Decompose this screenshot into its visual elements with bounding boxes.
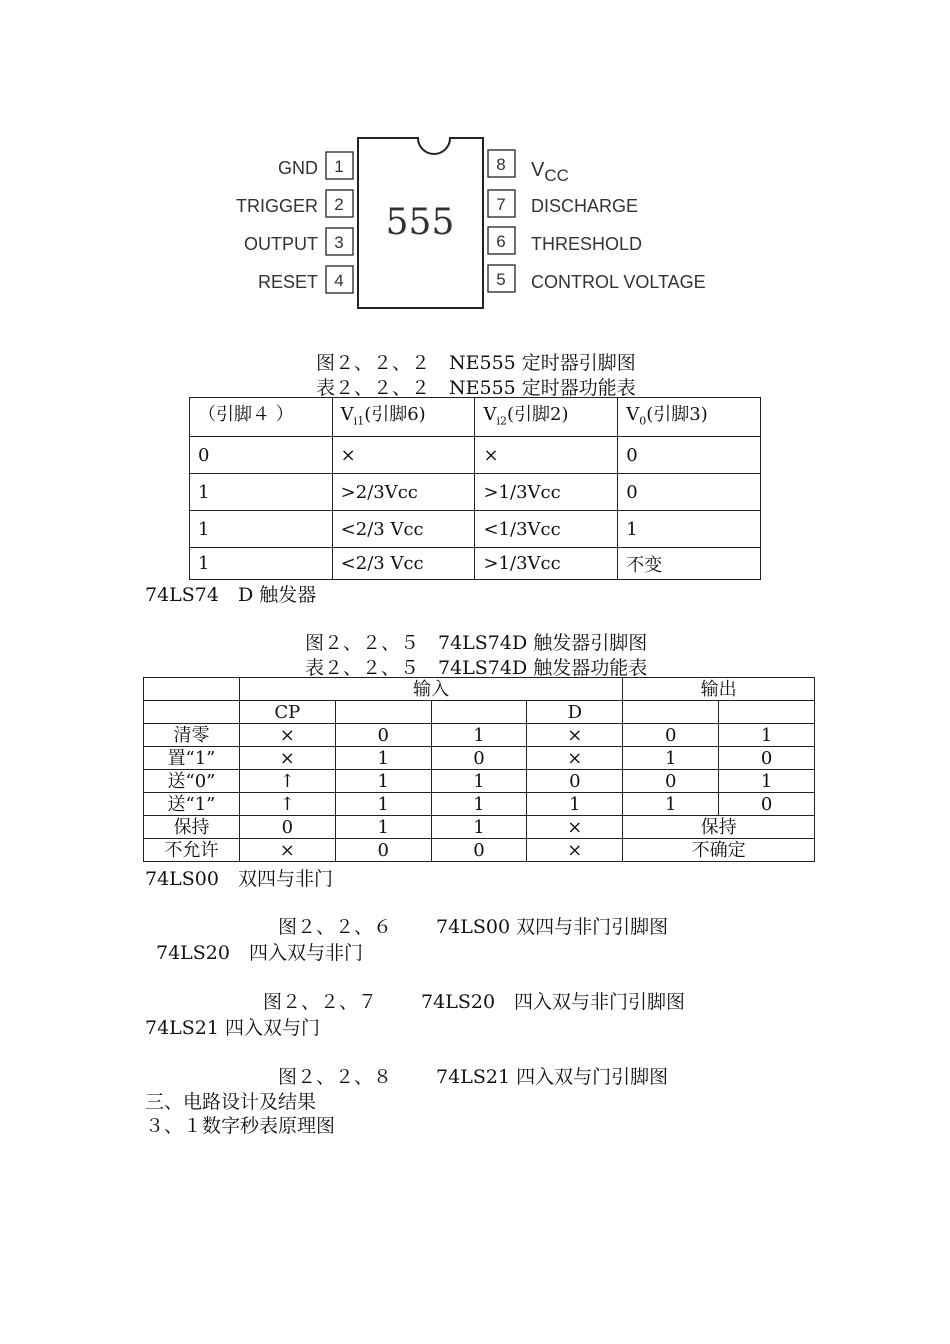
pin-name-vcc-sub: CC [544,166,569,185]
table-cell: × [527,816,623,839]
table-cell: × [475,437,618,474]
table-cell: 0 [527,770,623,793]
empty-header-cell [335,701,431,724]
figure-caption-2-2-6: 图２、２、６ 74LS00 双四与非门引脚图 [278,916,669,938]
header-pin4: （引脚４ ） [198,404,294,425]
pin-num-8: 8 [496,155,506,174]
table-cell: 1 [335,793,431,816]
ne555-pinout-diagram [225,128,725,318]
table-row [144,816,815,839]
header-cell [190,398,333,437]
pin-name-vcc [531,159,569,185]
sub-header-row [144,701,815,724]
pin-name-gnd: GND [278,158,318,178]
cp-header: CP [239,701,335,724]
table-cell: 置“1” [144,747,240,770]
header-v0: V [626,404,640,425]
table-cell: 0 [623,770,719,793]
table-cell: 送“0” [144,770,240,793]
pin-name-output: OUTPUT [244,234,318,254]
pin-num-6: 6 [496,232,506,251]
output-group-header: 输出 [623,678,815,701]
ne555-function-table [189,397,761,580]
pin-num-1: 1 [334,157,344,176]
table-cell: 1 [190,474,333,511]
header-vi2-sub: i2 [496,414,507,428]
pin-name-reset: RESET [257,272,318,292]
table-cell: 1 [618,511,761,548]
table-cell: × [332,437,475,474]
header-vi1-tail: (引脚6) [364,404,426,425]
table-cell: 清零 [144,724,240,747]
pin-num-7: 7 [496,195,506,214]
table-cell: 0 [335,839,431,862]
table-cell: 1 [335,816,431,839]
header-v0-tail: (引脚3) [646,404,708,425]
table-cell: × [239,839,335,862]
table-cell: 1 [431,770,527,793]
pin-name-control-voltage: CONTROL VOLTAGE [531,272,706,292]
table-row [144,839,815,862]
table-caption-2-2-5: 表２、２、５ 74LS74D 触发器功能表 [305,657,648,679]
table-cell: 1 [431,793,527,816]
paragraph-74ls21: 74LS21 四入双与门 [145,1017,321,1039]
table-cell: ↑ [239,793,335,816]
table-cell: 1 [719,770,815,793]
table-cell: 1 [190,511,333,548]
table-cell: <1/3Vcc [475,511,618,548]
table-row [144,793,815,816]
empty-header-cell [144,701,240,724]
table-cell: 保持 [144,816,240,839]
table-cell: >1/3Vcc [475,548,618,580]
table-cell: 0 [618,437,761,474]
table-caption-2-2-2: 表２、２、２ NE555 定时器功能表 [316,377,636,399]
table-cell: 0 [335,724,431,747]
empty-header-cell [719,701,815,724]
empty-header-cell [431,701,527,724]
header-v0-sub: 0 [639,414,647,428]
pin-name-discharge: DISCHARGE [531,196,639,216]
table-cell: 0 [719,747,815,770]
pin-name-threshold: THRESHOLD [531,234,643,254]
table-cell: 1 [527,793,623,816]
table-cell: 不允许 [144,839,240,862]
header-vi1-sub: i1 [353,414,365,428]
section-heading-3: 三、电路设计及结果 [145,1091,317,1113]
empty-header-cell [144,678,240,701]
figure-caption-2-2-7: 图２、２、７ 74LS20 四入双与非门引脚图 [263,991,686,1013]
header-vi1: V [340,404,354,425]
chip-label: 555 [385,202,455,243]
table-cell: 1 [190,548,333,580]
pin-num-5: 5 [496,270,506,289]
table-cell: 不变 [618,548,761,580]
table-cell: 送“1” [144,793,240,816]
table-cell: 0 [623,724,719,747]
table-row [144,747,815,770]
table-cell: 0 [618,474,761,511]
table-cell: 1 [431,816,527,839]
d-header: D [527,701,623,724]
table-cell: 1 [335,747,431,770]
header-cell [618,398,761,437]
table-header-row [190,398,761,437]
table-cell: <2/3 Vcc [332,548,475,580]
pin-num-4: 4 [334,271,344,290]
table-cell: >2/3Vcc [332,474,475,511]
table-cell: 0 [431,839,527,862]
table-cell-merged: 不确定 [623,839,815,862]
table-row [144,770,815,793]
table-cell: 1 [335,770,431,793]
header-vi2: V [483,404,497,425]
paragraph-74ls00: 74LS00 双四与非门 [145,868,333,890]
table-cell: × [527,747,623,770]
pin-name-trigger: TRIGGER [235,196,318,216]
header-vi2-tail: (引脚2) [507,404,569,425]
figure-caption-2-2-2: 图２、２、２ NE555 定时器引脚图 [316,352,636,374]
table-row [190,474,761,511]
table-row [144,724,815,747]
table-cell: × [527,839,623,862]
table-cell: >1/3Vcc [475,474,618,511]
empty-header-cell [623,701,719,724]
table-cell: 0 [719,793,815,816]
table-cell: 1 [431,724,527,747]
table-cell: 0 [431,747,527,770]
pin-num-3: 3 [334,233,344,252]
table-cell: × [527,724,623,747]
74ls74-function-table [143,677,815,862]
figure-caption-2-2-5: 图２、２、５ 74LS74D 触发器引脚图 [305,632,648,654]
table-cell: × [239,724,335,747]
input-group-header: 输入 [239,678,622,701]
subsection-heading-3-1: ３、１数字秒表原理图 [145,1115,336,1137]
table-cell: ↑ [239,770,335,793]
pin-num-2: 2 [334,195,344,214]
table-row [190,437,761,474]
table-row [190,511,761,548]
table-row [190,548,761,580]
table-cell: 0 [239,816,335,839]
table-cell: × [239,747,335,770]
ne555-chip-svg [225,128,725,318]
pin-name-vcc-main: V [531,159,545,181]
table-cell: 1 [623,793,719,816]
group-header-row [144,678,815,701]
table-cell-merged: 保持 [623,816,815,839]
table-cell: 1 [719,724,815,747]
table-cell: <2/3 Vcc [332,511,475,548]
header-cell [332,398,475,437]
table-cell: 1 [623,747,719,770]
table-cell: 0 [190,437,333,474]
paragraph-74ls74: 74LS74 D 触发器 [145,584,317,606]
paragraph-74ls20: 74LS20 四入双与非门 [156,942,363,964]
header-cell [475,398,618,437]
figure-caption-2-2-8: 图２、２、８ 74LS21 四入双与门引脚图 [278,1066,669,1088]
